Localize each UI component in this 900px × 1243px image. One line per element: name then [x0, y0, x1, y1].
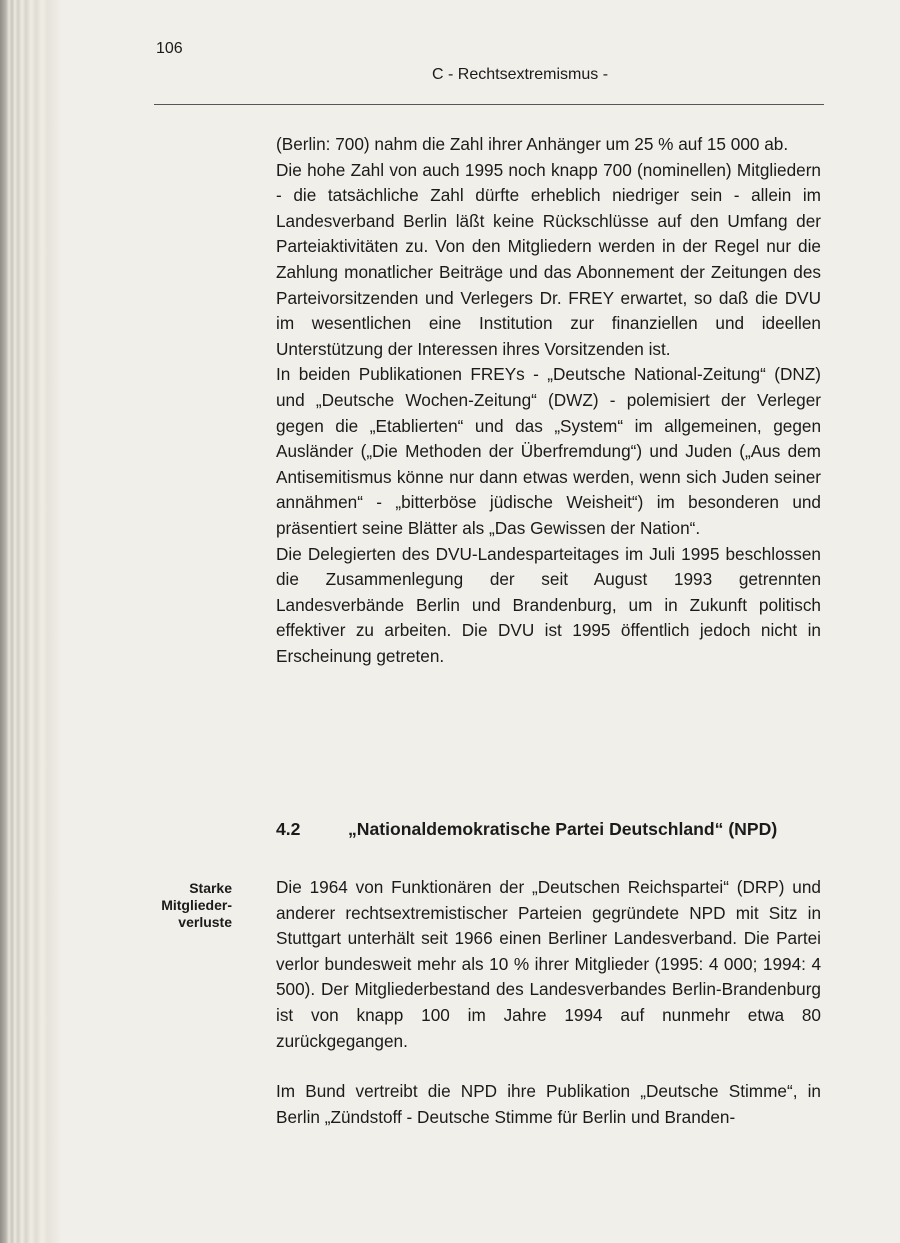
page-edge-shadow — [0, 0, 62, 1243]
paragraph: Die hohe Zahl von auch 1995 noch knapp 700 (nominellen) Mitgliedern - die tatsächliche Zahl dürfte erheblich niedriger sein - allein im Landesverband Berlin läßt keine Rückschlüsse auf den Umfang der Parteiaktivitäten zu. Von den Mitgliedern werden in der Regel nur die Zahlung monatlicher Beiträge und das Abonnement der Zeitungen des Parteivorsitzenden und Verlegers Dr. FREY erwartet, so daß die DVU im wesentlichen eine Institution zur finanziellen und ideellen Unterstützung der Interessen ihres Vorsitzenden ist. — [276, 159, 821, 359]
body-text — [276, 132, 821, 669]
page-number: 106 — [156, 40, 183, 57]
paragraph: (Berlin: 700) nahm die Zahl ihrer Anhänger um 25 % auf 15 000 ab. — [276, 134, 789, 154]
section-number: 4.2 — [276, 819, 301, 839]
paragraph: In beiden Publikationen FREYs - „Deutsche National-Zeitung“ (DNZ) und „Deutsche Wochen-Zeitung“ (DWZ) - polemisiert der Verleger gegen die „Etablierten“ und das „System“ im allgemeinen, gegen Ausländer („Die Methoden der Überfremdung“) und Juden („Aus dem Antisemitismus könne nur dann etwas werden, wenn sich Juden seiner annähmen“ - „bitterböse jüdische Weisheit“) im besonderen und präsentiert seine Blätter als „Das Gewissen der Nation“. — [276, 364, 821, 538]
header-rule — [154, 104, 824, 105]
margin-note — [140, 880, 232, 931]
margin-note-line: Mitglieder- — [161, 897, 232, 913]
section-body-text — [276, 875, 821, 1130]
running-title: C - Rechtsextremismus - — [432, 66, 609, 83]
section-title: „Nationaldemokratische Partei Deutschland“ (NPD) — [348, 819, 778, 839]
section-heading — [276, 819, 836, 840]
margin-note-line: Starke — [189, 880, 232, 896]
margin-note-line: verluste — [178, 914, 232, 930]
paragraph: Im Bund vertreibt die NPD ihre Publikation „Deutsche Stimme“, in Berlin „Zündstoff - Deutsche Stimme für Berlin und Branden- — [276, 1081, 821, 1127]
paragraph: Die Delegierten des DVU-Landesparteitages im Juli 1995 beschlossen die Zusammenlegung der seit August 1993 getrennten Landesverbände Berlin und Brandenburg, um in Zukunft politisch effektiver zu arbeiten. Die DVU ist 1995 öffentlich jedoch nicht in Erscheinung getreten. — [276, 543, 821, 666]
paragraph: Die 1964 von Funktionären der „Deutschen Reichspartei“ (DRP) und anderer rechtsextremistischer Parteien gegründete NPD mit Sitz in Stuttgart unterhält seit 1966 einen Berliner Landesverband. Die Partei verlor bundesweit mehr als 10 % ihrer Mitglieder (1995: 4 000; 1994: 4 500). Der Mitgliederbestand des Landesverbandes Berlin-Brandenburg ist von knapp 100 im Jahre 1994 auf nunmehr etwa 80 zurückgegangen. — [276, 877, 821, 1051]
